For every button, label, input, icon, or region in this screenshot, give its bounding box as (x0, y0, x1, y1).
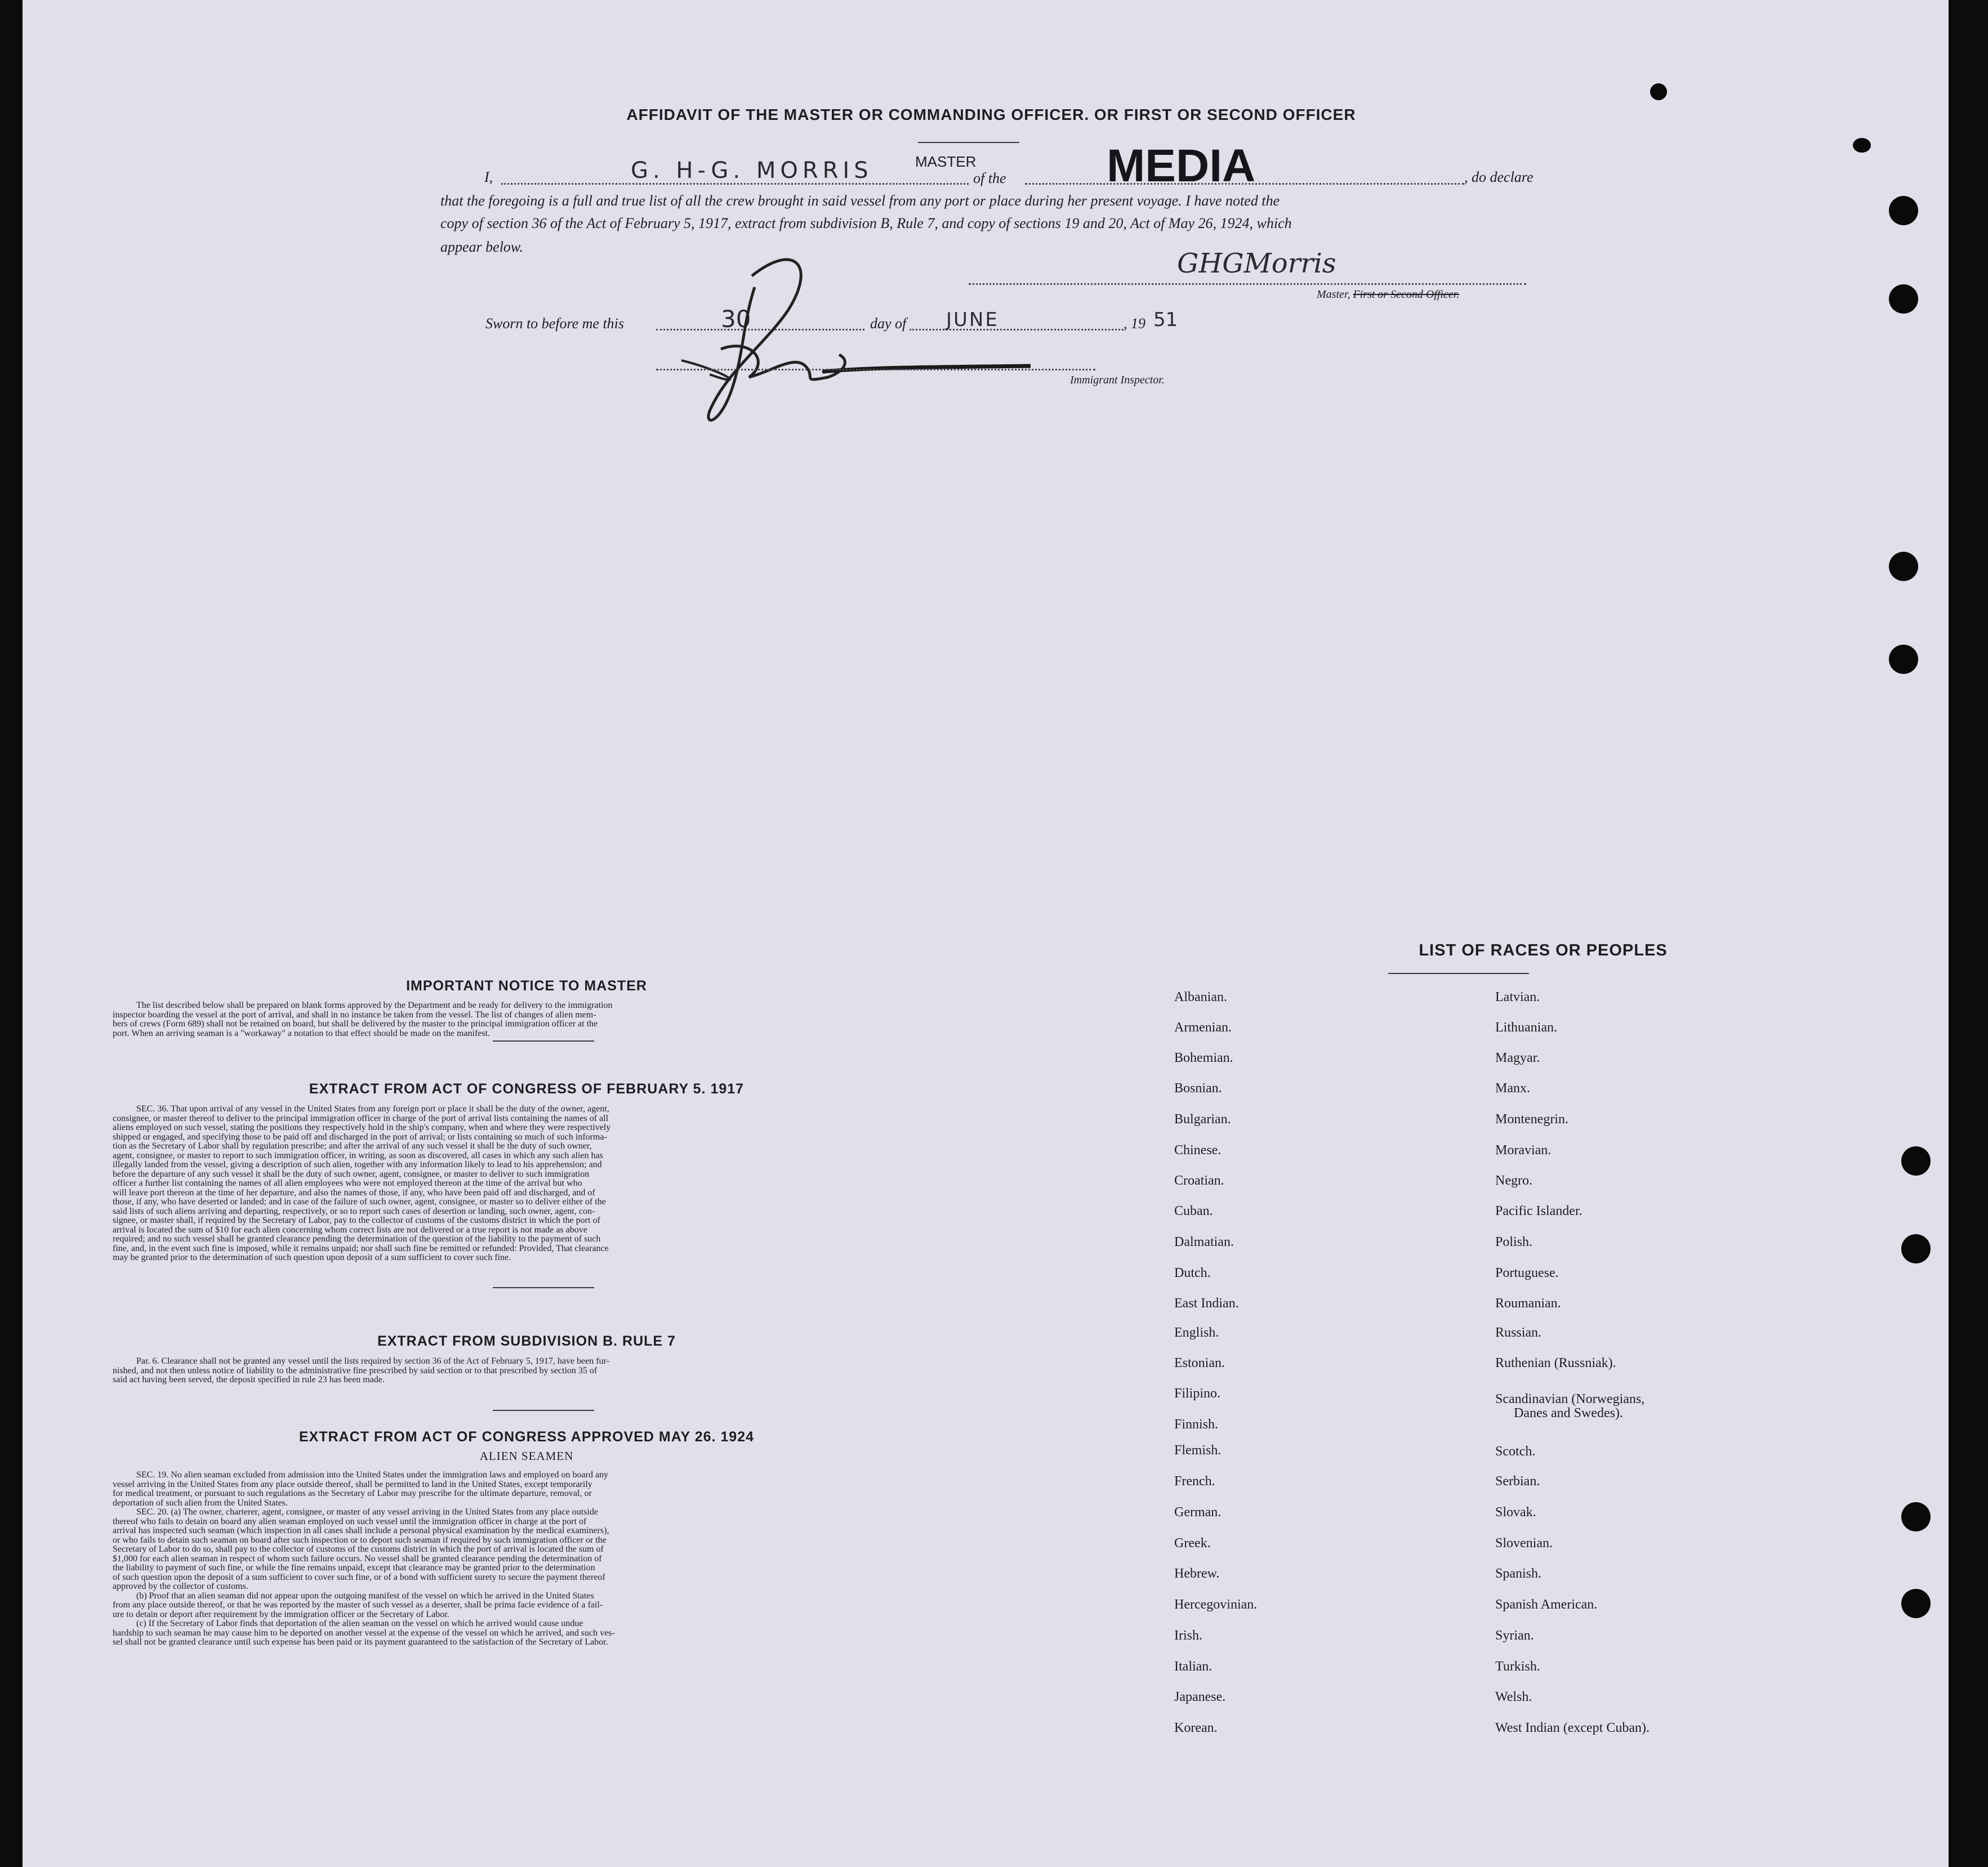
extract-1924-line: approved by the collector of customs. (113, 1582, 248, 1591)
race-item: Greek. (1174, 1536, 1211, 1551)
extract-1924-body (113, 1471, 949, 1647)
extract-1917-line: will leave port thereon at the time of her departure, and also the names of those, if any, who have been paid off and discharged, and of (113, 1187, 595, 1198)
punch-hole (1889, 196, 1918, 225)
race-item: Bohemian. (1174, 1051, 1233, 1065)
race-item: East Indian. (1174, 1296, 1239, 1311)
race-item: French. (1174, 1474, 1215, 1489)
race-item: Scotch. (1495, 1444, 1536, 1459)
race-item: Filipino. (1174, 1386, 1221, 1401)
races-divider (1388, 973, 1529, 974)
extract-1924-line: (c) If the Secretary of Labor finds that deportation of the alien seaman on the vessel on which he arrived would cause undue (136, 1619, 583, 1628)
extract-1917-divider (493, 1287, 594, 1288)
master-signature: GHGMorris (1177, 248, 1336, 279)
rule7-body (113, 1357, 949, 1385)
extract-1924-line: of such question upon the deposit of a sum sufficient to cover such fine, or of a bond with sufficient surety to secure the payment thereof (113, 1572, 605, 1582)
master-caption (1317, 288, 1459, 301)
race-item: Bulgarian. (1174, 1112, 1231, 1127)
extract-1924-line: (b) Proof that an alien seaman did not appear upon the outgoing manifest of the vessel on which he arrived in the United States (136, 1591, 594, 1601)
notice-divider (493, 1040, 594, 1042)
extract-1924-line: for medical treatment, or pursuant to such regulations as the Secretary of Labor may prescribe for the ultimate departure, removal, or (113, 1489, 592, 1498)
race-item: Dalmatian. (1174, 1235, 1234, 1249)
inspector-signature-line (656, 369, 1095, 370)
race-item: Russian. (1495, 1325, 1542, 1340)
race-item: West Indian (except Cuban). (1495, 1721, 1650, 1735)
race-item: Armenian. (1174, 1020, 1232, 1035)
rule7-title: EXTRACT FROM SUBDIVISION B. RULE 7 (377, 1333, 676, 1349)
title-divider (918, 142, 1019, 143)
year-prefix: , 19 (1124, 315, 1145, 332)
extract-1924-line: hardship to such seaman he may cause him to be deported on another vessel at the expense of the vessel on which he arrived, and such ves- (113, 1628, 615, 1638)
race-item: Cuban. (1174, 1204, 1213, 1218)
notice-line: inspector boarding the vessel at the port of arrival, and shall in no instance be taken from the vessel. The list of changes of alien mem- (113, 1010, 596, 1020)
extract-1924-line: sel shall not be granted clearance until such expense has been paid or its payment guaranteed to the satisfaction of the Secretary of Labor. (113, 1637, 608, 1647)
extract-1924-line: the liability to payment of such fine, or while the fine remains unpaid, except that clearance may be granted prior to the determination (113, 1563, 595, 1573)
race-item: Croatian. (1174, 1173, 1224, 1188)
extract-1917-line: before the departure of any such vessel it shall be the duty of such owner, agent, consignee, or master to deliver to such immigration (113, 1169, 590, 1179)
extract-1917-line: aliens employed on such vessel, stating the positions they respectively hold in the ship's company, when and where they were respectively (113, 1123, 611, 1132)
race-item: Syrian. (1495, 1628, 1534, 1643)
notice-title: IMPORTANT NOTICE TO MASTER (406, 978, 647, 994)
of-the-label: of the (973, 170, 1006, 186)
extract-1924-subtitle: ALIEN SEAMEN (479, 1449, 574, 1463)
race-item: Japanese. (1174, 1690, 1226, 1704)
race-item: Slovenian. (1495, 1536, 1553, 1551)
notice-body (113, 1001, 949, 1038)
race-item: Spanish American. (1495, 1597, 1598, 1612)
race-item: Korean. (1174, 1721, 1218, 1735)
race-item: Ruthenian (Russniak). (1495, 1356, 1616, 1370)
race-item: Scandinavian (Norwegians, (1495, 1392, 1645, 1406)
race-item: Dutch. (1174, 1266, 1211, 1280)
do-declare-label: , do declare (1464, 169, 1534, 185)
sworn-day: 30 (721, 305, 751, 333)
extract-1917-line: tion as the Secretary of Labor shall by regulation prescribe; and after the arrival of any such vessel it shall be the duty of such owner, (113, 1141, 592, 1151)
extract-1924-line: $1,000 for each alien seaman in respect of whom such failure occurs. No vessel shall be granted clearance pending the determination of (113, 1553, 602, 1564)
extract-1917-line: said lists of such aliens arriving and departing, respectively, or so to report such cases of desertion or landing, such owner, agent, con- (113, 1206, 595, 1216)
race-item: Albanian. (1174, 990, 1227, 1004)
extract-1917-body (113, 1105, 949, 1263)
affidavit-body-line-1: that the foregoing is a full and true list of all the crew brought in said vessel from any port or place during her present voyage. I have noted the (440, 193, 1280, 209)
race-item: Chinese. (1174, 1143, 1222, 1158)
race-item: Montenegrin. (1495, 1112, 1568, 1127)
sworn-month: JUNE (946, 309, 999, 331)
notice-line: port. When an arriving seaman is a "workaway" a notation to that effect should be made on the manifest. (113, 1028, 491, 1038)
rule7-line: said act having been served, the deposit specified in rule 23 has been made. (113, 1375, 385, 1384)
punch-hole (1853, 138, 1871, 153)
extract-1924-line: SEC. 20. (a) The owner, charterer, agent, consignee, or master of any vessel arriving in the United States from any place outside (136, 1507, 598, 1517)
race-item: Hebrew. (1174, 1566, 1220, 1581)
extract-1924-line: or who fails to detain such seaman on board after such inspection or to deport such seaman if required by such immigration officer or the (113, 1535, 607, 1545)
master-caption-master: Master, (1317, 288, 1353, 301)
rule7-line: nished, and not then unless notice of liability to the administrative fine prescribed by said section or to that prescribed by section 35 of (113, 1365, 598, 1375)
extract-1924-line: ure to detain or deport after requirement by the immigration officer or the Secretary of Labor. (113, 1609, 449, 1619)
rule7-line: Par. 6. Clearance shall not be granted any vessel until the lists required by section 36 of the Act of February 5, 1917, have been fur- (136, 1356, 609, 1366)
extract-1917-line: fine, and, in the event such fine is imposed, while it remains unpaid; nor shall such fine be remitted or refunded: Provided, That clearance (113, 1243, 609, 1253)
extract-1917-line: illegally landed from the vessel, giving a description of such alien, together with any information likely to lead to his apprehension; and (113, 1160, 602, 1169)
punch-hole (1889, 284, 1918, 314)
race-item: Irish. (1174, 1628, 1202, 1643)
punch-hole (1901, 1234, 1931, 1263)
extract-1917-line: may be granted prior to the determination of such question upon deposit of a sum sufficient to cover such fine. (113, 1253, 511, 1262)
sworn-year: 51 (1153, 309, 1178, 331)
master-stamp: MASTER (915, 153, 977, 170)
race-item: Serbian. (1495, 1474, 1540, 1489)
race-item: English. (1174, 1325, 1219, 1340)
extract-1924-line: thereof who fails to detain on board any alien seaman employed on such vessel until the immigration officer in charge at the port of (113, 1516, 587, 1526)
affidavit-title: AFFIDAVIT OF THE MASTER OR COMMANDING OFFICER. OR FIRST OR SECOND OFFICER (626, 106, 1356, 123)
master-caption-officer: First or Second Officer. (1353, 288, 1460, 301)
inspector-caption: Immigrant Inspector. (1070, 374, 1165, 386)
race-item: Polish. (1495, 1235, 1533, 1249)
race-item: Lithuanian. (1495, 1020, 1557, 1035)
extract-1917-line: signee, or master shall, if required by the Secretary of Labor, pay to the collector of customs of the customs district in which the port of (113, 1216, 600, 1225)
races-title: LIST OF RACES OR PEOPLES (1419, 941, 1668, 959)
inspector-signature (659, 242, 1053, 434)
extract-1917-line: consignee, or master thereof to deliver to the principal immigration officer in charge of the port of arrival lists containing the names of all (113, 1113, 609, 1123)
punch-hole (1901, 1589, 1931, 1618)
extract-1917-line: shipped or engaged, and specifying those to be paid off and discharged in the port of arrival; or lists containing so much of such informa- (113, 1132, 607, 1142)
extract-1917-line: officer a further list containing the names of all alien employees who were not employed thereon at the time of the arrival but who (113, 1178, 582, 1188)
race-item: Bosnian. (1174, 1081, 1222, 1096)
race-item: Portuguese. (1495, 1266, 1559, 1280)
race-item: Estonian. (1174, 1356, 1225, 1370)
extract-1924-line: SEC. 19. No alien seaman excluded from admission into the United States under the immigration laws and employed on board any (136, 1470, 609, 1480)
day-of-label: day of (870, 315, 907, 332)
sworn-label: Sworn to before me this (485, 315, 625, 332)
race-item: Magyar. (1495, 1051, 1540, 1065)
race-item: Pacific Islander. (1495, 1204, 1583, 1218)
punch-hole (1901, 1502, 1931, 1531)
extract-1917-line: agent, consignee, or master to report to such immigration officer, in writing, as soon as discovered, all cases in which any such alien has (113, 1150, 603, 1160)
extract-1917-title: EXTRACT FROM ACT OF CONGRESS OF FEBRUARY 5. 1917 (309, 1081, 745, 1097)
i-label: I, (484, 169, 493, 185)
race-item: Flemish. (1174, 1443, 1222, 1458)
vessel-name: MEDIA (1107, 140, 1256, 191)
extract-1924-line: from any place outside thereof, or that he was reported by the master of such vessel as a deserter, shall be prima facie evidence of a fail- (113, 1600, 603, 1610)
notice-line: bers of crews (Form 689) shall not be retained on board, but shall be delivered by the master to the principal immigration officer at the (113, 1019, 598, 1029)
race-item: German. (1174, 1505, 1222, 1520)
race-item: Roumanian. (1495, 1296, 1561, 1311)
extract-1924-line: Secretary of Labor to do so, shall pay to the collector of customs of the customs district in which the port of arrival is located the sum of (113, 1544, 604, 1554)
race-item: Latvian. (1495, 990, 1540, 1004)
race-item: Manx. (1495, 1081, 1530, 1096)
affidavit-body-line-2: copy of section 36 of the Act of February 5, 1917, extract from subdivision B, Rule 7, and copy of sections 19 and 20, Act of May 26, 1924, which (440, 215, 1292, 231)
punch-hole (1650, 83, 1667, 100)
officer-name: G. H-G. MORRIS (631, 158, 873, 184)
race-item: Welsh. (1495, 1690, 1532, 1704)
race-item: Hercegovinian. (1174, 1597, 1258, 1612)
race-item: Spanish. (1495, 1566, 1542, 1581)
extract-1924-line: arrival has inspected such seaman (which inspection in all cases shall include a personal physical examination by the medical examiners), (113, 1526, 609, 1535)
race-item: Slovak. (1495, 1505, 1536, 1520)
race-item: Moravian. (1495, 1143, 1552, 1158)
race-item: Danes and Swedes). (1514, 1406, 1623, 1421)
rule7-divider (493, 1410, 594, 1411)
extract-1917-line: required; and no such vessel shall be granted clearance pending the determination of the question of the liability to the payment of such (113, 1234, 601, 1244)
extract-1917-line: arrival is located the sum of $10 for each alien concerning whom correct lists are not delivered or a true report is not made as above (113, 1225, 587, 1235)
race-item: Italian. (1174, 1659, 1213, 1674)
extract-1924-title: EXTRACT FROM ACT OF CONGRESS APPROVED MAY 26. 1924 (298, 1429, 755, 1445)
race-item: Finnish. (1174, 1417, 1219, 1432)
extract-1917-line: SEC. 36. That upon arrival of any vessel in the United States from any foreign port or place it shall be the duty of the owner, agent, (136, 1104, 609, 1114)
document-page (23, 0, 1949, 1867)
extract-1924-line: deportation of such alien from the United States. (113, 1498, 288, 1508)
punch-hole (1901, 1146, 1931, 1176)
affidavit-body-line-3: appear below. (440, 239, 523, 255)
race-item: Negro. (1495, 1173, 1532, 1188)
extract-1917-line: those, if any, who have deserted or landed; and in case of the failure of such owner, agent, consignee, or master so to deliver either of the (113, 1197, 606, 1207)
extract-1924-line: vessel arriving in the United States from any place outside thereof, shall be permitted to land in the United States, except temporarily (113, 1479, 592, 1489)
notice-line: The list described below shall be prepared on blank forms approved by the Department and be ready for delivery to the immigration (136, 1001, 613, 1010)
punch-hole (1889, 552, 1918, 581)
race-item: Turkish. (1495, 1659, 1540, 1674)
punch-hole (1889, 645, 1918, 674)
